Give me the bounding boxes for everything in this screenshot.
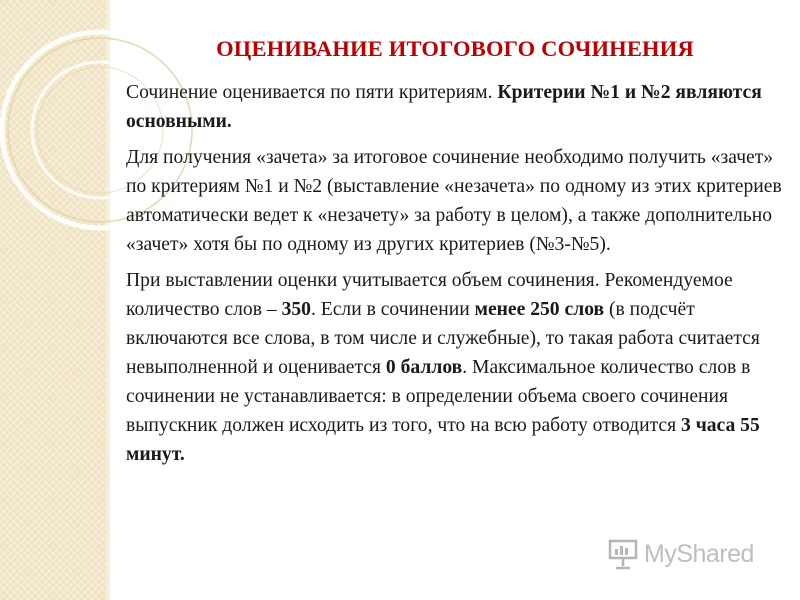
paragraph-text: . Максимальное количество слов в сочинении не устанавливается: в определении объема своего сочинения выпускник должен исходить из того, что на всю работу отводится — [126, 357, 751, 436]
slide-body — [126, 78, 786, 476]
paragraph-text: Сочинение оценивается по пяти критериям. — [126, 82, 498, 103]
watermark — [606, 536, 754, 572]
paragraph-3 — [126, 266, 786, 469]
paragraph-2 — [126, 143, 786, 259]
presentation-board-icon — [606, 538, 640, 570]
emphasis-text: 3 часа 55 минут. — [126, 415, 760, 465]
slide-title: ОЦЕНИВАНИЕ ИТОГОВОГО СОЧИНЕНИЯ — [216, 36, 694, 61]
emphasis-text: Критерии №1 и №2 являются основными. — [126, 82, 762, 132]
emphasis-text: 350 — [281, 299, 311, 320]
emphasis-text: 0 баллов — [385, 357, 463, 378]
paragraph-text: При выставлении оценки учитывается объем сочинения. Рекомендуемое количество слов – — [126, 270, 733, 320]
paragraph-1 — [126, 78, 786, 136]
emphasis-text: менее 250 слов — [474, 299, 605, 320]
paragraph-text: Для получения «зачета» за итоговое сочинение необходимо получить «зачет» по критериям №1 и №2 (выставление «незачета» по одному из этих критериев автоматически ведет к «незачету» за работу в целом), а также дополнительно «зачет» хотя бы по одному из других критериев (№3-№5). — [126, 147, 782, 255]
paragraph-text: . Если в сочинении — [310, 299, 475, 320]
watermark-text: MyShared — [644, 539, 754, 568]
paragraph-text: (в подсчёт включаются все слова, в том числе и служебные), то такая работа считается невыполненной и оценивается — [126, 299, 760, 378]
